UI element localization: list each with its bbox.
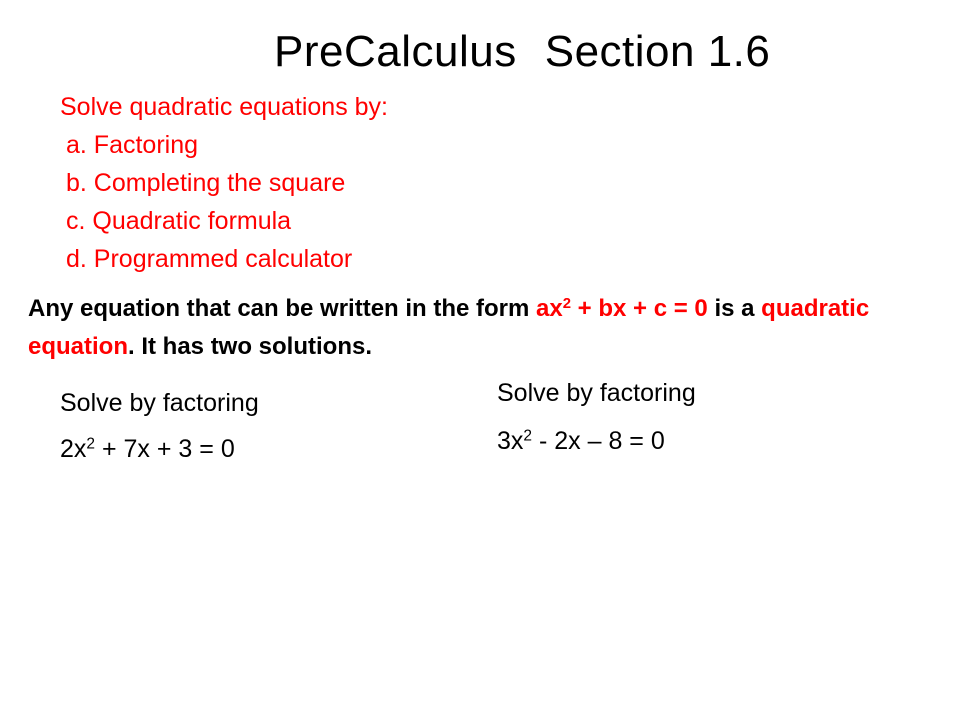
problem-1-label: Solve by factoring	[60, 389, 259, 417]
method-item-quadratic-formula: c. Quadratic formula	[66, 207, 292, 235]
methods-heading: Solve quadratic equations by:	[60, 93, 388, 121]
methods-list	[60, 88, 388, 278]
definition-lead: Any equation that can be written in the form	[28, 295, 537, 322]
problem-2-label: Solve by factoring	[497, 379, 696, 407]
title-course: PreCalculus	[274, 27, 517, 76]
problem-2-equation: $3x^2 - 2x - 8 = 0$	[497, 427, 665, 455]
quadratic-equation-term: quadratic equation	[28, 295, 870, 360]
method-item-factoring: a. Factoring	[66, 131, 199, 159]
definition-paragraph	[28, 290, 928, 366]
method-item-completing-square: b. Completing the square	[66, 169, 346, 197]
page-title	[274, 22, 770, 82]
method-item-programmed-calculator: d. Programmed calculator	[66, 245, 353, 273]
general-form: $ax^2$ + bx + c = 0	[536, 295, 708, 322]
title-section: Section 1.6	[544, 27, 771, 76]
definition-tail: . It has two solutions.	[128, 333, 373, 360]
problem-1-equation: $2x^2 + 7x + 3 = 0$	[60, 435, 235, 463]
definition-mid: is a	[707, 295, 762, 322]
